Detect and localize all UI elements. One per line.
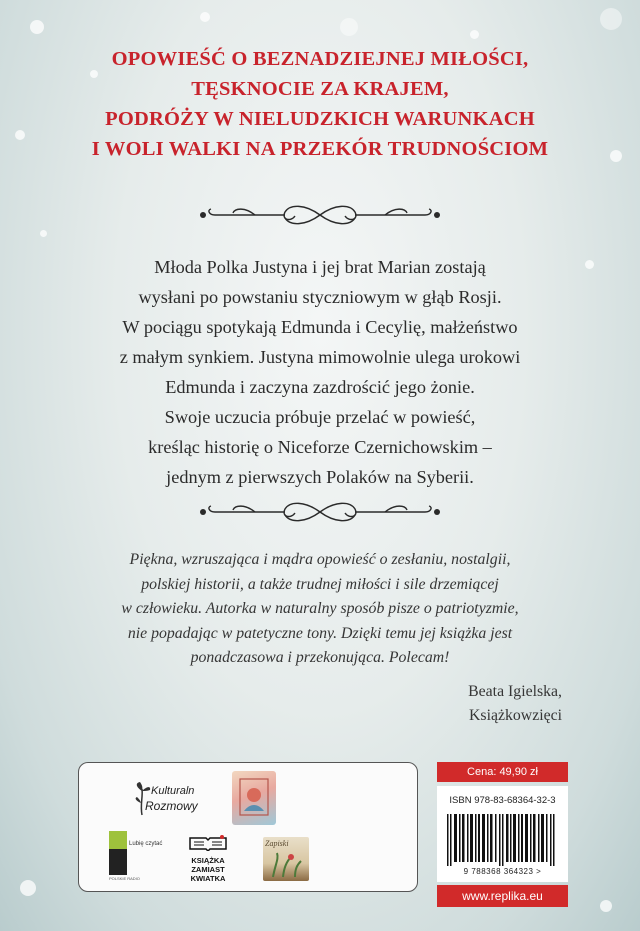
ornament-divider-bottom: [195, 497, 445, 527]
blurb: [70, 252, 570, 492]
quote-line: Piękna, wzruszająca i mądra opowieść o zesłaniu, nostalgii,: [129, 551, 511, 568]
rozmowy-text: Rozmowy: [145, 799, 198, 813]
polskie-radio-text: POLSKIE RADIO: [109, 876, 140, 881]
review-quote: [80, 548, 560, 671]
blurb-line: wysłani po powstaniu styczniowym w głąb Rosji.: [138, 287, 502, 307]
review-author: Beata Igielska,: [468, 683, 562, 700]
blurb-line: Swoje uczucia próbuje przelać w powieść,: [164, 407, 476, 427]
quote-line: polskiej historii, a także trudnej miłości i sile drzemiącej: [141, 575, 499, 593]
barcode-digits: 9 788368 364323 >: [463, 867, 542, 876]
zapiski-logo: [263, 837, 309, 881]
quote-line: w człowieku. Autorka w naturalny sposób pisze o patriotyzmie,: [121, 600, 519, 617]
quote-line: ponadczasowa i przekonująca. Polecam!: [190, 649, 450, 666]
lubie-czytac-logo: [109, 831, 161, 881]
blurb-line: Młoda Polka Justyna i jej brat Marian zostają: [154, 257, 486, 277]
kulturalne-rozmowy-logo: [131, 777, 211, 827]
headline-line: I WOLI WALKI NA PRZEKÓR TRUDNOŚCIOM: [91, 138, 549, 160]
headline-line: TĘSKNOCIE ZA KRAJEM,: [191, 78, 449, 100]
blurb-line: Edmunda i zaczyna zazdrościć jego żonie.: [165, 377, 475, 397]
price-isbn-panel: [437, 762, 568, 907]
black-block-icon: [109, 849, 127, 875]
headline-line: PODRÓŻY W NIELUDZKICH WARUNKACH: [105, 108, 535, 130]
review-signature: [468, 680, 562, 728]
blurb-line: z małym synkiem. Justyna mimowolnie ulega urokowi: [119, 347, 521, 367]
price-label: Cena: 49,90 zł: [437, 762, 568, 782]
ksiazka-text: KSIĄŻKA: [191, 856, 225, 865]
kwiatka-text: KWIATKA: [190, 874, 226, 883]
kulturalne-text: Kulturaln: [151, 785, 195, 797]
zapiski-text: Zapiski: [265, 839, 289, 848]
illustration-logo: [232, 771, 276, 825]
headline: [60, 44, 580, 164]
patron-logos-panel: [78, 762, 418, 892]
illustration-icon: [232, 771, 276, 825]
isbn-number: ISBN 978-83-68364-32-3: [449, 795, 556, 806]
review-source: Książkowzięci: [469, 707, 562, 724]
blurb-line: jednym z pierwszych Polaków na Syberii.: [166, 467, 474, 487]
green-square-icon: [109, 831, 127, 849]
barcode-icon: [447, 814, 558, 866]
blurb-line: kreśląc historię o Niceforze Czernichowskim –: [148, 437, 492, 457]
ksiazka-zamiast-kwiatka-logo: [183, 835, 233, 883]
lubie-czytac-text: Lubię czytać: [129, 841, 163, 847]
book-icon: [188, 835, 228, 851]
ornament-divider-top: [195, 200, 445, 230]
zamiast-text: ZAMIAST: [191, 865, 225, 874]
publisher-website[interactable]: www.replika.eu: [437, 885, 568, 907]
isbn-box: [437, 786, 568, 882]
blurb-line: W pociągu spotykają Edmunda i Cecylię, małżeństwo: [122, 317, 518, 337]
quote-line: nie popadając w patetyczne tony. Dzięki temu jej książka jest: [127, 624, 513, 642]
headline-line: OPOWIEŚĆ O BEZNADZIEJNEJ MIŁOŚCI,: [111, 48, 529, 70]
